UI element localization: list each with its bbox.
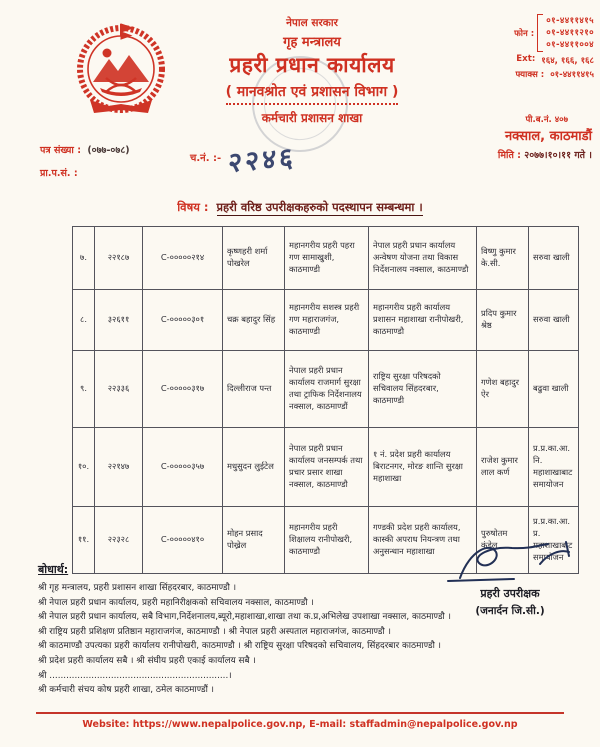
table-cell: C-०००००२१४ [143,227,223,290]
table-cell: दिल्लीराज पन्त [223,351,285,428]
table-cell: मधुसुदन लुईटेल [223,428,285,507]
table-cell: प्र.प्र.का.आ.नि. महाशाखाबाट समायोजन [529,428,579,507]
table-cell: ११. [73,507,95,574]
table-cell: २२१८७ [95,227,143,290]
table-cell: C-०००००४१० [143,507,223,574]
table-cell: C-०००००३०१ [143,290,223,351]
table-cell: गणेश बहादुर ऐर [477,351,529,428]
table-cell: प्रदिप कुमार श्रेष्ठ [477,290,529,351]
address-block [498,114,592,161]
table-cell: मोहन प्रसाद पोख्रेल [223,507,285,574]
fax-value: ०१-४४११४१५ [550,70,594,80]
table-cell: C-०००००३५७ [143,428,223,507]
phone-bracket [537,14,543,52]
letterhead [183,16,441,126]
table-cell: ७. [73,227,95,290]
table-cell: नेपाल प्रहरी प्रधान कार्यालय राजमार्ग सुरक्षा तथा ट्राफिक निर्देशनालय नक्साल, काठमाण्डौं [285,351,369,428]
dispatch-number [190,140,297,180]
table-row [73,351,579,428]
contact-block [424,14,594,80]
letter-number-value: (०७७-०७८) [87,145,130,156]
table-cell: महानगरीय प्रहरी कार्यालय प्रशासन महाशाखा रानीपोखरी, काठमाण्डौ [369,290,477,351]
table-cell: २२३२८ [95,507,143,574]
government-name: नेपाल सरकार [286,17,338,29]
table-cell: महानगरीय प्रहरी शिक्षालय रानीपोखरी, काठमाण्डौ [285,507,369,574]
table-cell: बढुवा खाली [529,351,579,428]
table-row [73,227,579,290]
table-cell: नेपाल प्रहरी प्रधान कार्यालय अन्वेषण योजना तथा विकास निर्देशनालय नक्साल, काठमाण्डौ [369,227,477,290]
ext-label: Ext: [516,54,536,64]
signatory-title: प्रहरी उपरीक्षक [480,587,540,600]
cc-line: श्री कर्मचारी संचय कोष प्रहरी शाखा, ठमेल काठमाण्डौं । [38,685,214,696]
footer-rule [36,712,564,714]
table-row [73,290,579,351]
table-cell: नेपाल प्रहरी प्रधान कार्यालय जनसम्पर्क तथा प्रचार प्रसार शाखा नक्साल, काठमाण्डौ [285,428,369,507]
table-cell: २२३३६ [95,351,143,428]
cc-line: श्री गृह मन्त्रालय, प्रहरी प्रशासन शाखा सिंहदरबार, काठमाण्डौ । [38,583,237,593]
table-cell: राजेश कुमार लाल कर्ण [477,428,529,507]
ext-value: १६४, १६६, १६८ [541,56,594,66]
cc-heading: बोधार्थ: [38,563,69,576]
table-row [73,428,579,507]
table-cell: प्र.प्र.का.आ.प्र. महाशाखाबाट समायोजन [529,507,579,574]
table-cell: कृष्णहरी शर्मा पोखरेल [223,227,285,290]
ministry-name: गृह मन्त्रालय [283,35,341,50]
subject-line [0,200,600,215]
table-cell: चक्र बहादुर सिंह [223,290,285,351]
division-name: ( मानवश्रोत एवं प्रशासन विभाग ) [226,82,399,105]
dispatch-number-handwritten: २२४६ [228,141,297,180]
fax-label: फ्याक्स : [515,70,545,80]
table-cell: १०. [73,428,95,507]
table-cell: ८. [73,290,95,351]
date-label: मिति : [497,150,521,161]
phone-number: ०१-४४११४१५ [546,16,594,26]
table-cell: १ नं. प्रदेश प्रहरी कार्यालय बिराटनगर, मोरङ शान्ति सुरक्षा महाशाखा [369,428,477,507]
dispatch-number-label: च.नं. :- [190,153,222,164]
cc-line: श्री नेपाल प्रहरी प्रधान कार्यालय, प्रहरी महानिरीक्षकको सचिवालय नक्साल, काठमाण्डौ । [38,597,314,608]
table-cell: सरुवा खाली [529,227,579,290]
phone-label: फोन : [514,29,535,39]
cc-line: श्री राष्ट्रिय प्रहरी प्रशिक्षण प्रतिष्ठान महाराजगंज, काठमाण्डौ । श्री नेपाल प्रहरी अस्पताल महाराजगंज, काठमाण्डौ । [38,626,391,637]
table-cell: पुरुषोतम कंडेल [477,507,529,574]
table-cell: C-०००००३१७ [143,351,223,428]
nepal-police-emblem [70,12,172,118]
phone-list [546,15,594,51]
table-cell: २२१४७ [95,428,143,507]
signatory-name: (जनार्दन जि.सी.) [475,605,545,617]
date-value: २०७७।१०।११ गते । [524,150,592,161]
po-box: पी.ब.नं. ४०७ [525,115,568,125]
office-name: प्रहरी प्रधान कार्यालय [229,53,395,77]
table-cell: ९. [73,351,95,428]
footer-contact: Website: https://www.nepalpolice.gov.np, E-mail: staffadmin@nepalpolice.gov.np [82,719,518,730]
cc-line: श्री प्रदेश प्रहरी कार्यालय सबै । श्री संघीय प्रहरी एकाई कार्यालय सबै । [38,655,256,666]
table-cell: विष्णु कुमार के.सी. [477,227,529,290]
subject-label: विषय : [177,200,209,214]
letter-number [40,143,130,156]
section-name: कर्मचारी प्रशासन शाखा [261,111,363,125]
letter-number-label: पत्र संख्या : [40,145,82,156]
posting-roster-table [72,226,579,574]
table-cell: ३२६११ [95,290,143,351]
table-cell: गण्डकी प्रदेश प्रहरी कार्यालय, कास्की अपराध नियन्त्रण तथा अनुसन्धान महाशाखा [369,507,477,574]
table-cell: राष्ट्रिय सुरक्षा परिषदको सचिवालय सिंहदरबार, काठमाण्डी [369,351,477,428]
cc-line: श्री नेपाल प्रहरी प्रधान कार्यालय, सबै विभाग,निर्देशनालय,ब्यूरो,महाशाखा,शाखा तथा क.प्र,अभिलेख उपशाखा नक्साल, काठमाण्डौ । [38,612,451,623]
table-cell: महानगरीय सशस्त्र प्रहरी गण महाराजगंज, काठमाण्डी [285,290,369,351]
cc-line: श्री ................................................................। [38,670,232,681]
table-cell: महानगरीय प्रहरी पहरा गण सामाखुशी, काठमाण्डी [285,227,369,290]
office-address: नक्साल, काठमाडौं [504,129,592,144]
phone-number: ०१-४४११२१० [546,28,594,38]
subject-text: प्रहरी वरिष्ठ उपरीक्षकहरुको पदस्थापन सम्बन्धमा । [216,200,423,214]
cc-section [38,562,468,698]
registry-number-label: प्रा.प.सं. : [40,168,78,179]
cc-list [38,581,468,698]
phone-number: ०१-४४११००४ [546,40,594,50]
table-cell: सरुवा खाली [529,290,579,351]
cc-line: श्री काठमाण्डौ उपत्यका प्रहरी कार्यालय रानीपोखरी, काठमाण्डौ । श्री राष्ट्रिय सुरक्षा परिषदको सचिवालय, सिंहदरबार काठमाण्डौ । [38,641,441,652]
